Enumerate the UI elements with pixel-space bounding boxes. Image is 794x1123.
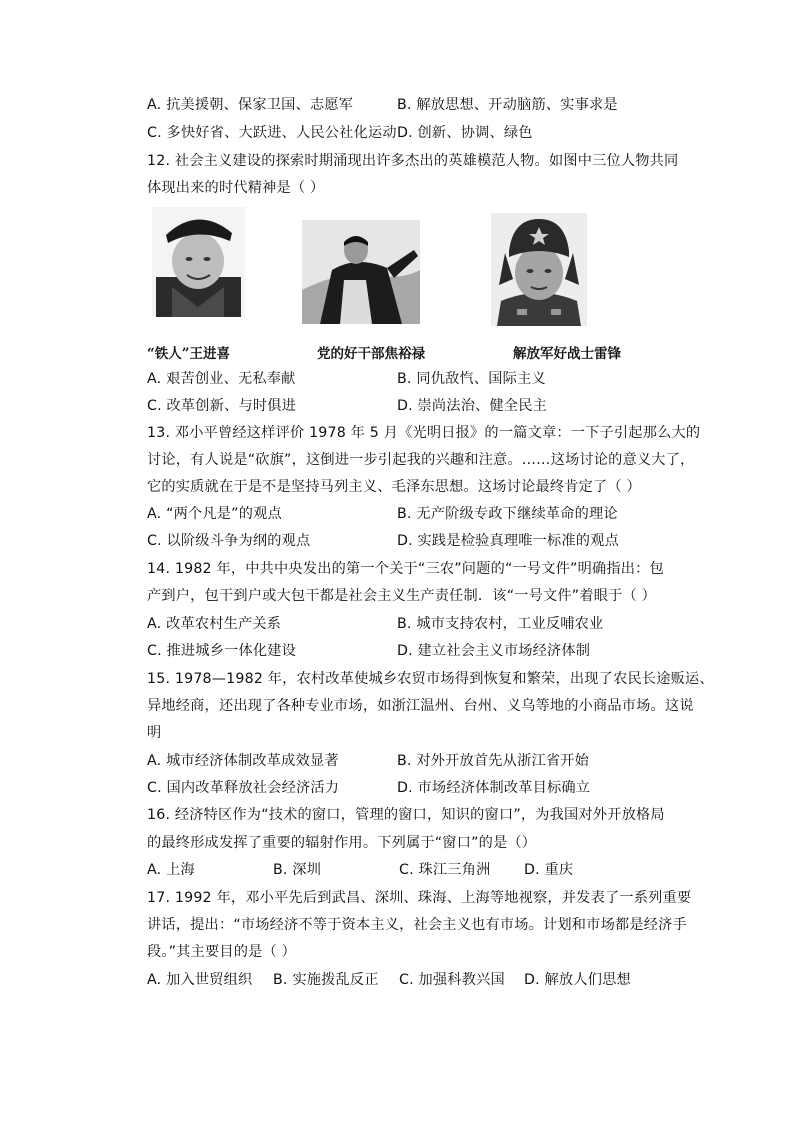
q17-stem-line-3: 段。”其主要目的是（ ） [147, 944, 297, 960]
photo-lei-feng [491, 213, 587, 326]
q13-stem-line-2: 讨论，有人说是“砍旗”，这倒进一步引起我的兴趣和注意。……这场讨论的意义大了， [147, 452, 695, 468]
q13-stem-line-1: 13. 邓小平曾经这样评价 1978 年 5 月《光明日报》的一篇文章：一下子引起那么大的 [147, 425, 701, 441]
q15-option-a: A. 城市经济体制改革成效显著 [147, 753, 339, 769]
q12-option-a: A. 艰苦创业、无私奉献 [147, 371, 296, 387]
q11-option-d: D. 创新、协调、绿色 [397, 125, 533, 141]
q14-option-d: D. 建立社会主义市场经济体制 [397, 643, 591, 659]
q13-stem-line-3: 它的实质就在于是不是坚持马列主义、毛泽东思想。这场讨论最终肯定了（ ） [147, 479, 641, 495]
q15-stem-line-3: 明 [147, 725, 162, 741]
q15-option-d: D. 市场经济体制改革目标确立 [397, 780, 591, 796]
q11-option-a: A. 抗美援朝、保家卫国、志愿军 [147, 97, 354, 113]
q13-option-c: C. 以阶级斗争为纲的观点 [147, 533, 311, 549]
q12-stem-line-1: 12. 社会主义建设的探索时期涌现出许多杰出的英雄模范人物。如图中三位人物共同 [147, 153, 679, 169]
q17-option-d: D. 解放人们思想 [524, 972, 631, 988]
q12-stem-line-2: 体现出来的时代精神是（ ） [147, 180, 325, 196]
q15-option-c: C. 国内改革释放社会经济活力 [147, 780, 340, 796]
q16-option-d: D. 重庆 [524, 862, 574, 878]
q16-stem-line-2: 的最终形成发挥了重要的辐射作用。下列属于“窗口”的是（） [147, 835, 537, 851]
q17-stem-line-2: 讲话，提出：“市场经济不等于资本主义，社会主义也有市场。计划和市场都是经济手 [147, 917, 687, 933]
q14-option-c: C. 推进城乡一体化建设 [147, 643, 297, 659]
q16-option-b: B. 深圳 [273, 862, 322, 878]
q14-option-a: A. 改革农村生产关系 [147, 616, 282, 632]
q17-stem-line-1: 17. 1992 年，邓小平先后到武昌、深圳、珠海、上海等地视察，并发表了一系列重要 [147, 890, 692, 906]
q15-option-b: B. 对外开放首先从浙江省开始 [397, 753, 590, 769]
q11-option-c: C. 多快好省、大跃进、人民公社化运动 [147, 125, 397, 141]
q16-stem-line-1: 16. 经济特区作为“技术的窗口，管理的窗口，知识的窗口”，为我国对外开放格局 [147, 807, 665, 823]
caption-jiao-yulu: 党的好干部焦裕禄 [317, 346, 425, 362]
q16-option-c: C. 珠江三角洲 [399, 862, 491, 878]
q12-option-c: C. 改革创新、与时俱进 [147, 398, 297, 414]
q17-option-c: C. 加强科教兴国 [399, 972, 505, 988]
q15-stem-line-1: 15. 1978—1982 年，农村改革使城乡农贸市场得到恢复和繁荣，出现了农民长途贩运、 [147, 671, 714, 687]
q13-option-b: B. 无产阶级专政下继续革命的理论 [397, 506, 618, 522]
q14-stem-line-1: 14. 1982 年，中共中央发出的第一个关于“三农”问题的“一号文件”明确指出：包 [147, 561, 664, 577]
q11-option-b: B. 解放思想、开动脑筋、实事求是 [397, 97, 618, 113]
caption-lei-feng: 解放军好战士雷锋 [513, 346, 621, 362]
q15-stem-line-2: 异地经商，还出现了各种专业市场，如浙江温州、台州、义乌等地的小商品市场。这说 [147, 698, 694, 714]
q12-option-d: D. 崇尚法治、健全民主 [397, 398, 548, 414]
photo-jiao-yulu [302, 220, 420, 324]
q14-stem-line-2: 产到户，包干到户或大包干都是社会主义生产责任制．该“一号文件”着眼于（ ） [147, 588, 656, 604]
caption-wang-jinxi: “铁人”王进喜 [147, 346, 231, 362]
q13-option-a: A. “两个凡是”的观点 [147, 506, 282, 522]
photo-wang-jinxi [152, 207, 245, 317]
q14-option-b: B. 城市支持农村，工业反哺农业 [397, 616, 604, 632]
q13-option-d: D. 实践是检验真理唯一标准的观点 [397, 533, 619, 549]
q16-option-a: A. 上海 [147, 862, 195, 878]
q12-option-b: B. 同仇敌忾、国际主义 [397, 371, 546, 387]
q17-option-b: B. 实施拨乱反正 [273, 972, 379, 988]
q17-option-a: A. 加入世贸组织 [147, 972, 253, 988]
